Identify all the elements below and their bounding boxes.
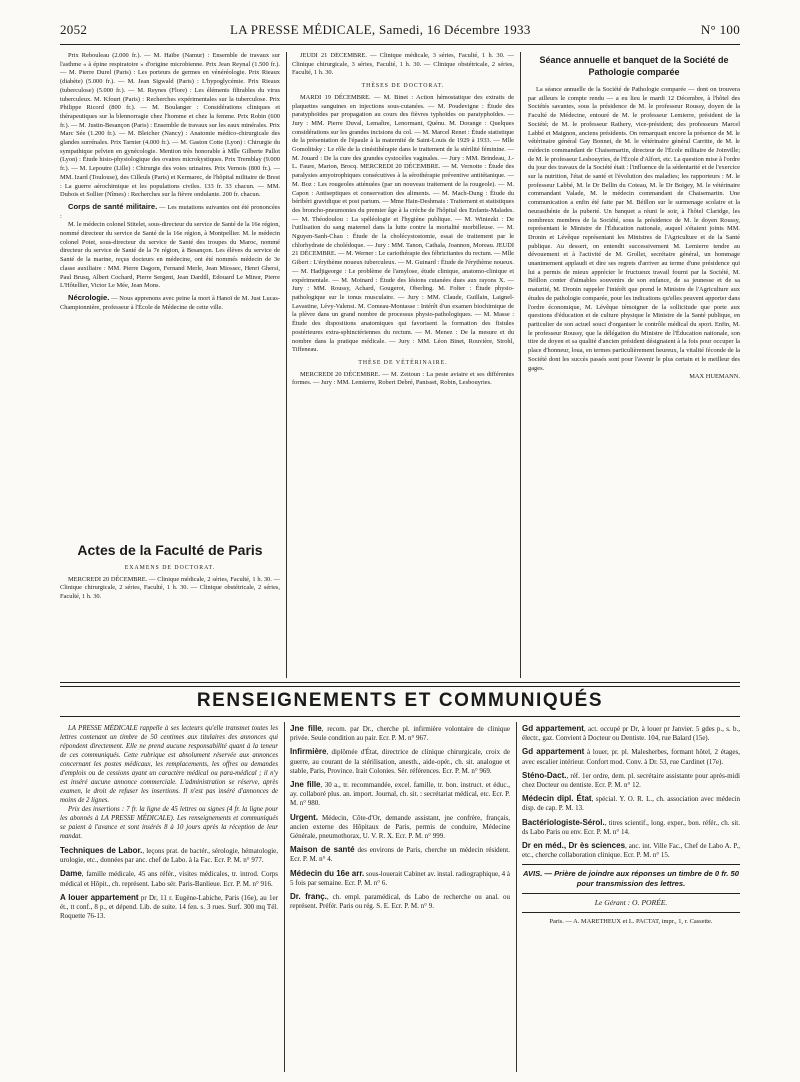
army-lead: — Les mutations suivantes ont été prononcées :: [60, 203, 280, 220]
column-1: [60, 52, 280, 530]
publication-title: LA PRESSE MÉDICALE, Samedi, 16 Décembre 1933: [230, 22, 531, 37]
ad-item: Médecin du 16e arr. sous-louerait Cabinet av. instal. radiographique, 4 à 5 fois par semaine. Ecr. P. M. n° 6.: [290, 868, 510, 887]
army-text: M. le médecin colonel Stitelet, sous-directeur du service de Santé de la 16e région, nommé directeur du service de Santé de la 16e région, à Montpellier. M. le médecin colonel Potet, sous-directeur du service de Santé des troupes du Maroc, nommé directeur du service de Santé de la 7e région, à Besançon. Les élèves du service de Santé de la marine, reçus docteurs en médecine, ont été nommés médecin de 3e classe auxiliaire : MM. Pierre Dagorn, Fernand Merle, Jean Miossec, Henri Ghersi, Paul Brusq, Albert Cochard, Pierre Sergent, Jean Dardill, Edouard Le Minor, Pierre L'Hôtellier, Victor Le Mée, Jean Mons.: [60, 221, 280, 290]
society-signature: MAX HUEMANN.: [689, 373, 740, 381]
faculty-title: Actes de la Faculté de Paris: [77, 542, 263, 558]
faculty-section: [60, 540, 280, 680]
ad-item: Infirmière, diplômée d'État, directrice de clinique chirurgicale, croix de guerre, au courant de la stérilisation, anesth., aide-opér., ch. sit. analogue et stable, Paris, Province. Irait Colonies. Sér. références. Ecr. P. M. n° 969.: [290, 747, 510, 775]
column-3: [528, 52, 740, 678]
gerant-rule: [522, 912, 740, 913]
ad-column-2: [290, 724, 510, 1074]
ad-item: A louer appartement pr Dr, 11 r. Eugène-Labiche, Paris (16e), au 1er ét., tt conf., 8 p., et dépend. Lib. de suite. 14 fen. s. 3 rues. Surf. 300 mq Tél. Roquette 76-13.: [60, 892, 278, 921]
notice-text-2: Prix des insertions : 7 fr. la ligne de 45 lettres ou signes (4 fr. la ligne pour les abonnés à LA PRESSE MÉDICALE). Les renseignements et communiqués se paient à l'avance et sont insérés 8 à 10 jours après la réception de leur mandat.: [60, 806, 278, 840]
banner-title: RENSEIGNEMENTS ET COMMUNIQUÉS: [196, 690, 604, 711]
ad-item: Sténo-Dact., réf. 1er ordre, dem. pl. secrétaire assistante pour après-midi chez Docteur ou dentiste. Ecr. P. M. n° 12.: [522, 770, 740, 790]
section-rule: [60, 682, 740, 683]
gerant-line: Le Gérant : O. PORÉE.: [594, 898, 668, 908]
ad-divider-2: [516, 722, 517, 1072]
prizes-text: Prix Rebouleau (2.000 fr.). — M. Haïbe (Namur) : Ensemble de travaux sur l'asthme « à épine respiratoire » d'origine microbienne. Prix Jean Reynal (1.500 fr.). — M. Pierre Durel (Paris) : Les porteurs de germes en vénéréologie. Prix Rieaux (diabète) (5.000 fr.). — M. Jean Sigwald (Paris) : L'hypoglycémie. Prix Rieaux (tuberculose) (5.000 fr.). — M. Reynes (Flore) : Les éléments filtrables du virus tuberculeux. M. Kfouri (Paris) : Recherches expérimentales sur la tuberculose. Prix Philippe Ricord (800 fr.). — M. Boulanger : Considérations cliniques et thérapeutiques sur la blennorragie chez l'homme et chez la femme. Prix Robin (600 fr.). — M. Justin-Besançon (Paris) : Ensemble de travaux sur les eaux minérales. Prix Marc Sée (1.200 fr.). — M. Bleicher (Nancy) : Anatomie médico-chirurgicale des glandes surrénales. Prix Tarnier (4.000 fr.). — M. Gaston Cotte (Lyon) : Chirurgie du sympathique pelvien en gynécologie. Mention très honorable à Mlle Gilberte Pallot (Lyon) : Étude histo-physiologique des ovaires microkystiques. Prix Tremblay (9.000 fr.). — M. Lepoutre (Lille) : Chirurgie des voies urinaires. Prix Vernois (800 fr.). — MM. Izard (Toulouse), des Cilleuls (Paris) et Kermarec, de l'hôpital militaire de Brest : La guerre aérochimique et les populations civiles. 133 fr. 33 chacun. — MM. Dubois et Sollier (Nîmes) : Recherches sur la fièvre ondulante. 200 fr. chacun.: [60, 52, 280, 199]
ad-item: Gd appartement à louer, pr. pl. Malesherbes, formant hôtel, 2 étages, avec escalier intérieur. Confort mod. Conv. à Dr. 53, rue Cardinet (17e).: [522, 747, 740, 766]
ad-item: Techniques de Labor., leçons prat. de bactér., sérologie, hématologie, urologie, etc., données par anc. chef de Labo. à la Fac. Ecr. P. M. n° 977.: [60, 846, 278, 865]
ad-item: Dame, famille médicale, 45 ans référ., visites médicales, tr. introd. Corps médical et Hôpit., ch. représent. Labo sér. Paris-Banlieue. Ecr. P. M. n° 916.: [60, 869, 278, 888]
issue-number: N° 100: [700, 22, 740, 37]
ad-column-1: [60, 724, 278, 1074]
ad-item: Maison de santé des environs de Paris, cherche un médecin résident. Ecr. P. M. n° 4.: [290, 845, 510, 864]
imprint-line: Paris. — A. MARETHEUX et L. PACTAT, impr., 1, r. Cassette.: [549, 917, 713, 925]
page-number: 2052: [60, 22, 88, 37]
avis-rule-bottom: [522, 893, 740, 894]
veterinary-text: MERCREDI 20 DÉCEMBRE. — M. Zeitoun : La peste aviaire et ses différentes formes. — Jury : MM. Lemierre, Robert Debré, Panisset, Robin, Lesbouyries.: [292, 370, 514, 387]
avis-notice: AVIS. — Prière de joindre aux réponses un timbre de 0 fr. 50 pour transmission des lettres.: [523, 869, 739, 889]
society-text: La séance annuelle de la Société de Pathologie comparée — dont on trouvera par ailleurs le compte rendu — a eu lieu le mardi 12 Décembre, à l'hôtel des Sociétés savantes, sous la présidence de M. le professeur Roussy, doyen de la Faculté de Médecine, entouré de M. le professeur Lemierre, président de la Société; de M. le professeur Rathery, vice-président; des professeurs Marcel Labbé et Maignon, anciens présidents. On remarquait encore la présence de M. le vétérinaire général Gay Bonnet, de M. le vétérinaire général Carritte, de M. le médecin commandant de Chaisemartin, directeur de l'École militaire de Joinville; de M. le professeur Lesbouyries, de l'École d'Alfort, etc. La question mise à l'ordre du jour des travaux de la Société était : l'influence de la sédentarité et de l'exercice sur la nutrition, l'état de santé et l'évolution des maladies; les rapporteurs : M. le professeur Labbé, M. le Dr Bellin du Coteau, M. le Dr Boigey, M. le vétérinaire commandant Valade, M. le médecin commandant de Chaisemartin. Une communication a enfin été faite par M. Béillon sur le surmenage scolaire et la neurasthénie de la puberté. Un banquet a réuni le soir, à l'hôtel Claridge, les nombreux membres de la Société, sous la présidence de M. le doyen Roussy, représentant le Ministre de l'Éducation nationale, auquel s'étaient joints MM. Dronin et Lévêque représentant les Ministres de l'Agriculture et de la Santé publique. Au dessert, on entendit successivement M. Lemierre tendre au dévouement et à l'activité de M. Grollet, secrétaire général, un hommage unanimement applaudi et dire ses regrets d'arriver au terme d'une présidence qui lui a permis de mieux apprécier le fructueux travail fourni par la Société, M. Béillon conter d'aimables souvenirs de son enfance, de sa jeunesse et de sa maturité, M. Dronin rappeler l'intérêt que prend le Ministre de l'Agriculture aux études de pathologie comparée, pour les indications qu'elles peuvent apporter dans l'ordre économique, M. Lévêque témoigner de la sollicitude que porte aux questions d'éducation et de culture physique le Ministre de la Santé publique, en particulier de son actuel souci d'organiser le contrôle médical du sport. Enfin, M. le professeur Roussy, que la délégation du Ministre de l'Éducation nationale, son titre de doyen et sa qualité d'ancien président désignaient à la fois pour occuper la place d'honneur, loua, en termes particulièrement heureux, la vitalité féconde de la Société dont les succès passés sont pour l'avenir le plus certain et le meilleur des gages.: [528, 86, 740, 372]
exam-continued: JEUDI 21 DÉCEMBRE. — Clinique médicale, 3 séries, Faculté, 1 h. 30. — Clinique chirurgicale, 3 séries, Faculté, 1 h. 30. — Clinique obstétricale, 2 séries, Faculté, 1 h. 30.: [292, 52, 514, 77]
ad-divider-1: [284, 722, 285, 1072]
exam-heading: EXAMENS DE DOCTORAT.: [124, 565, 216, 571]
ad-item: Gd appartement, act. occupé pr Dr, à louer pr Janvier. 5 gdes p., s. b., électr., gaz. Convient à Docteur ou Dentiste. 104, rue Balard (15e).: [522, 724, 740, 743]
column-divider-1: [286, 52, 287, 678]
notice-text-1: LA PRESSE MÉDICALE rappelle à ses lecteurs qu'elle transmet toutes les lettres contenant un timbre de 50 centimes aux titulaires des annonces qui répondent directement. Elle ne prend aucune responsabilité quant à la teneur de ces communiqués. Cette rubrique est absolument réservée aux annonces concernant les postes médicaux, les remplacements, les offres ou demandes d'emplois ou de cessions ayant un caractère médical ou para-médical ; il n'y est inséré aucune annonce commerciale. L'administration se réserve, après examen, le droit de refuser les insertions. Il n'est pas inséré d'annonces de moins de 2 lignes.: [60, 725, 278, 804]
ad-item: Médecin dipl. État, spécial. Y. O. R. L., ch. association avec médecin disp. de cap. P. M. 13.: [522, 794, 740, 813]
ad-item: Bactériologiste-Sérol., titres scientif., long. exper., bon. référ., ch. sit. ds Labo Paris ou env. Ecr. P. M. n° 14.: [522, 817, 740, 836]
army-heading: Corps de santé militaire.: [68, 201, 158, 211]
avis-rule-top: [522, 864, 740, 865]
banner-rule: [60, 716, 740, 717]
section-rule-2: [60, 686, 740, 687]
ad-item: Jne fille, recom. par Dr., cherche pl. infirmière volontaire de clinique privée. Seule condition au pair. Ecr. P. M. n° 967.: [290, 724, 510, 743]
column-2: [292, 52, 514, 678]
necrology-heading: Nécrologie.: [68, 292, 110, 302]
ad-item: Dr. franç., ch. empl. paramédical, ds Labo de recherche ou anal. ou représent. Préfér. Paris ou rég. S. E. Ecr. P. M. n° 9.: [290, 892, 510, 911]
ad-column-3: [522, 724, 740, 1074]
necrology-text: — Nous apprenons avec peine la mort à Hanoï de M. Just Lucas-Championnière, professeur à l'École de Médecine de cette ville.: [60, 294, 280, 311]
ad-item: Urgent. Médecin, Côte-d'Or, demande assistant, jne confrère, français, ancien externe des Hôpitaux de Paris, permis de conduire, Médecine Générale, pneumothorax, U. V. R. X. Ecr. P. M. n° 999.: [290, 812, 510, 841]
veterinary-heading: THÈSE DE VÉTÉRINAIRE.: [358, 359, 448, 366]
page-header: [60, 22, 740, 44]
theses-heading: THÈSES DE DOCTORAT.: [361, 83, 445, 90]
ad-item: Jne fille, 30 a., tr. recommandée, excel. famille, tr. bon. instruct. et éduc., ay. collaboré plus. an. import. Journal, ch. sit. : secrétariat médical, etc. Ecr. P. M. n° 980.: [290, 780, 510, 808]
column-divider-2: [520, 52, 521, 678]
header-rule: [60, 44, 740, 45]
exam-text: MERCREDI 20 DÉCEMBRE. — Clinique médicale, 2 séries, Faculté, 1 h. 30. — Clinique chirurgicale, 2 séries, Faculté, 1 h. 30. — Clinique obstétricale, 2 séries, Faculté, 1 h. 30.: [60, 575, 280, 601]
ad-item: Dr en méd., Dr ès sciences, anc. int. Ville Fac., Chef de Labo A. P., etc., cherche collaboration clinique. Ecr. P. M. n° 15.: [522, 841, 740, 860]
theses-text: MARDI 19 DÉCEMBRE. — M. Binet : Action hémostatique des extraits de plaquettes sanguines en injections sous-cutanées. — M. Poudevigne : Étude des paratyphoïdes par propagation au cours des fièvres typhoïdes ou paratyphoïdes. — Jury : MM. Pierre Duval, Lemaître, Lenormant, Quénu. M. Dorange : Quelques considérations sur les grandes incisions du col. — M. Marcel Renet : Étude statistique de la présentation de l'épaule à la maternité de Saint-Louis de 1929 à 1933. — Mlle Gomolitsky : Le rôle de la cinésithérapie dans le traitement de la stérilité féminine. — M. Jouard : De la cure des grandes cystocèles vaginales. — Jury : MM. Brindeau, J.-L. Faure, Marion, Brocq. MERCREDI 20 DÉCEMBRE. — M. Vernotte : Étude des paralysies amyotrophiques consécutives à la sérothérapie préventive antitétanique. — M. Boz : Les rougeoles atténuées (par un nouveau traitement de la rougeole). — M. Capon : Antiseptiques et conservation des aliments. — M. Mach-Dung : Étude du béribéri gravidique et post partum. — Mme Hain-Deshmais : Traitement et statistiques des broncho-pneumonies du premier âge à la crèche de l'hôpital des Enfants-Malades. — M. Théodoulou : La spéléologie et l'hygiène publique. — M. Winiezki : De l'utilisation du sang maternel dans la lutte contre la mortalité morbilleuse. — M. Nguyen-Sanh-Chau : Étude de la cholécystostomie, essai de traitement par le chlorhydrate de cholédoque. — Jury : MM. Tanon, Cathala, Joannon, Moreau. JEUDI 21 DÉCEMBRE. — M. Werner : Le cariothérapie des fébricitantes du rectum. — Mlle Gibert : L'érythème noueux tuberculeux. — M. Guinard : Étude de l'érythème noueux. — M. Hadjigeorge : Le problème de l'amylose, étude clinique, anatomo-clinique et expérimentale. — M. Moinard : Étude des lésions cutanées dues aux rayons X. — Jury : MM. Roussy, Achard, Gougerot, Oberling. M. Folter : Étude physio-pathologique sur le tonus musculaire. — Jury : MM. Claude, Guillain, Laignel-Lavastine, Lévy-Valensi. M. Comeau-Montasse : Intérêt d'un examen biochimique de la plèvre dans un grand nombre de processus physio-pathologiques. — M. Masse : Étude des dispositions anatomiques qui favorisent la formation des fistules postérieures extra-sphinctériennes du rectum. — M. Menez : De la mesure et du nombre dans la pratique médicale. — Jury : MM. Léon Binet, Rouvière, Strohl, Tiffeneau.: [292, 93, 514, 354]
society-title: Séance annuelle et banquet de la Société de Pathologie comparée: [539, 55, 729, 77]
